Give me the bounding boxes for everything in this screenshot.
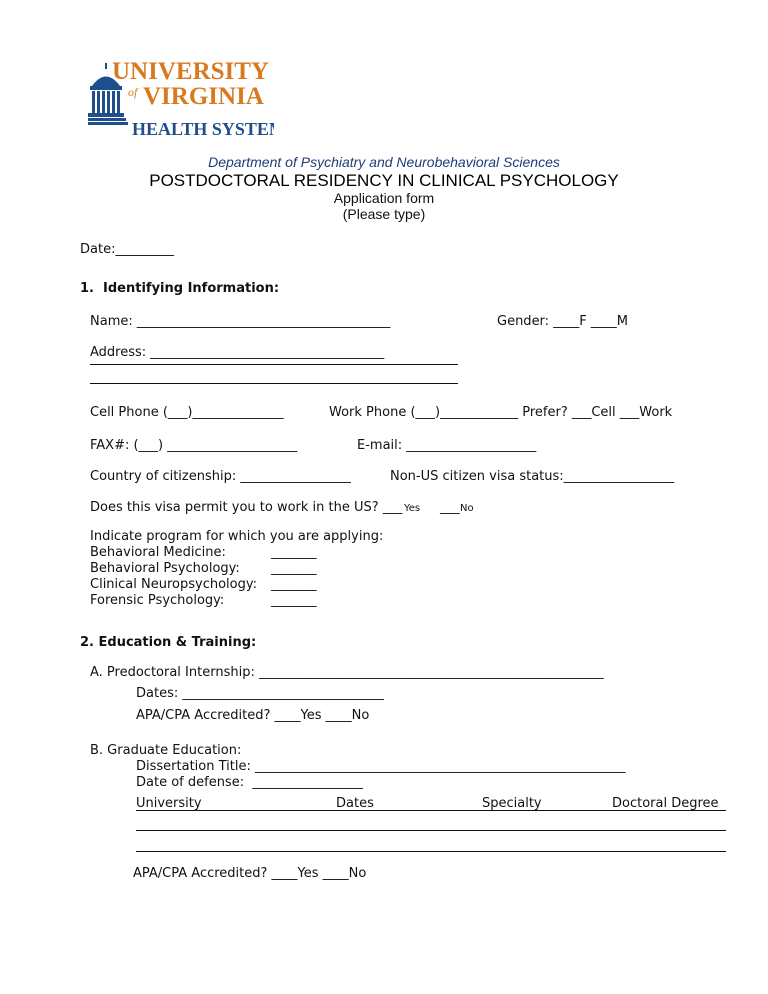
program-blank[interactable]: _______ xyxy=(271,593,317,608)
predoc-internship-field[interactable]: A. Predoctoral Internship: _____________________________________________________ xyxy=(90,665,604,680)
program-label: Behavioral Psychology: xyxy=(90,561,240,576)
program-blank[interactable]: _______ xyxy=(271,577,317,592)
cell-phone-field[interactable]: Cell Phone (___)______________ xyxy=(90,405,284,420)
graduate-education-heading: B. Graduate Education: xyxy=(90,743,242,758)
department-name: Department of Psychiatry and Neurobehavioral Sciences xyxy=(208,154,560,170)
gender-field[interactable]: Gender: ____F ____M xyxy=(497,314,629,329)
address-line-2[interactable] xyxy=(90,364,458,365)
program-label: Behavioral Medicine: xyxy=(90,545,226,560)
work-phone-field[interactable]: Work Phone (___)____________ Prefer? ___Cell ___Work xyxy=(329,405,673,420)
address-line-3[interactable] xyxy=(90,383,458,384)
section-2-heading: 2. Education & Training: xyxy=(80,635,257,650)
svg-text:HEALTH SYSTEM: HEALTH SYSTEM xyxy=(132,119,274,139)
svg-text:VIRGINIA: VIRGINIA xyxy=(143,83,264,110)
section-1-heading: 1. Identifying Information: xyxy=(80,281,280,296)
program-label: Clinical Neuropsychology: xyxy=(90,577,257,592)
internship-accredited-field[interactable]: APA/CPA Accredited? ____Yes ____No xyxy=(136,708,370,723)
col-dates: Dates xyxy=(336,796,374,811)
defense-date-field[interactable]: Date of defense: _________________ xyxy=(136,775,363,790)
graduate-accredited-field[interactable]: APA/CPA Accredited? ____Yes ____No xyxy=(133,866,367,881)
name-field[interactable]: Name: _______________________________________ xyxy=(90,314,391,329)
visa-yes-label: Yes xyxy=(404,503,421,514)
form-instruction: (Please type) xyxy=(342,206,426,222)
program-blank[interactable]: _______ xyxy=(271,561,317,576)
visa-status-field[interactable]: Non-US citizen visa status:_________________ xyxy=(390,469,675,484)
internship-dates-field[interactable]: Dates: _______________________________ xyxy=(136,686,384,701)
page-title: POSTDOCTORAL RESIDENCY IN CLINICAL PSYCHOLOGY xyxy=(149,171,619,190)
program-label: Forensic Psychology: xyxy=(90,593,225,608)
col-degree: Doctoral Degree xyxy=(612,796,719,811)
address-field[interactable]: Address: ____________________________________ xyxy=(90,345,385,360)
visa-no-label: No xyxy=(460,503,474,514)
form-subtitle: Application form xyxy=(333,190,435,206)
visa-no-blank[interactable]: ___ xyxy=(440,500,460,515)
col-specialty: Specialty xyxy=(482,796,542,811)
fax-field[interactable]: FAX#: (___) ____________________ xyxy=(90,438,298,453)
dissertation-title-field[interactable]: Dissertation Title: _________________________________________________________ xyxy=(136,759,626,774)
citizenship-field[interactable]: Country of citizenship: _________________ xyxy=(90,469,351,484)
uva-health-logo xyxy=(88,59,274,139)
education-header-underline xyxy=(136,810,726,811)
email-field[interactable]: E-mail: ____________________ xyxy=(357,438,537,453)
svg-text:of: of xyxy=(128,85,138,99)
program-prompt: Indicate program for which you are applying: xyxy=(90,529,384,544)
education-row-line[interactable] xyxy=(136,830,726,831)
visa-question[interactable]: Does this visa permit you to work in the US? ___ xyxy=(90,500,403,515)
svg-text:UNIVERSITY: UNIVERSITY xyxy=(112,59,269,85)
rotunda-icon xyxy=(88,59,274,139)
education-row-line[interactable] xyxy=(136,851,726,852)
date-field[interactable]: Date:_________ xyxy=(80,242,174,257)
col-university: University xyxy=(136,796,202,811)
program-blank[interactable]: _______ xyxy=(271,545,317,560)
